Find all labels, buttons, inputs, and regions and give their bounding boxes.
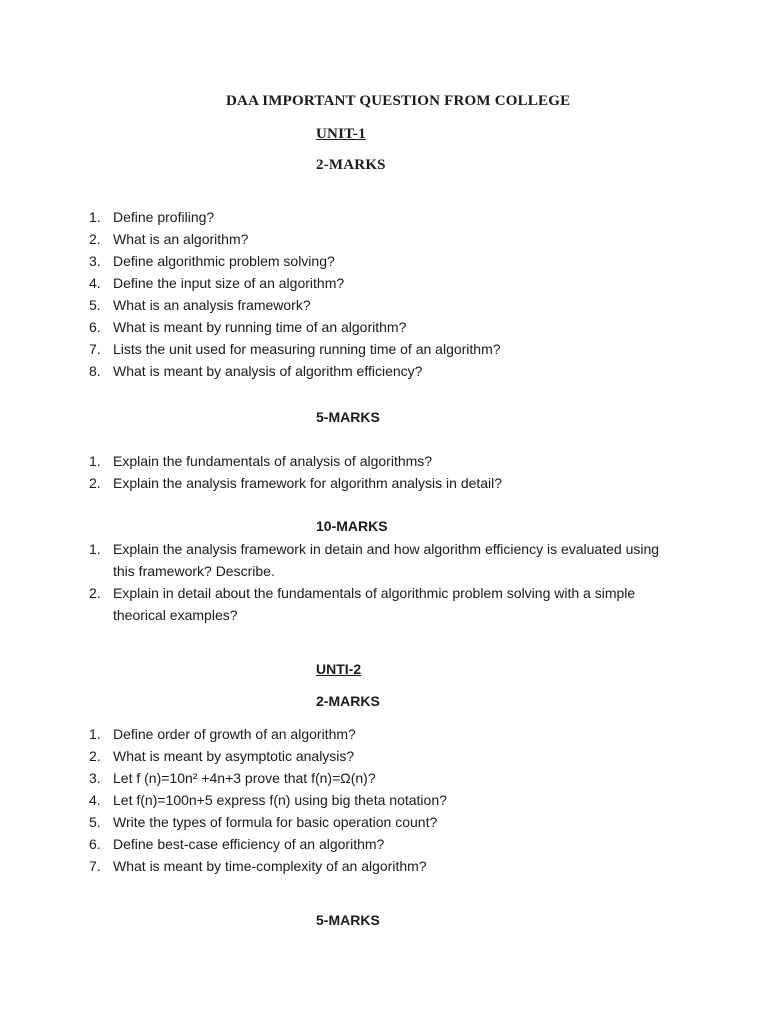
item-number: 2. bbox=[89, 231, 101, 247]
unit1-10marks-list bbox=[0, 538, 683, 626]
unit1-10marks-heading: 10-MARKS bbox=[316, 518, 388, 534]
list-item bbox=[0, 228, 683, 250]
list-item bbox=[0, 855, 683, 877]
list-item bbox=[0, 272, 683, 294]
list-item bbox=[0, 316, 683, 338]
list-item bbox=[0, 833, 683, 855]
item-number: 3. bbox=[89, 770, 101, 786]
item-number: 8. bbox=[89, 363, 101, 379]
item-number: 2. bbox=[89, 585, 101, 601]
unit1-2marks-list bbox=[0, 206, 683, 382]
item-number: 1. bbox=[89, 209, 101, 225]
question-text: Explain the analysis framework for algorithm analysis in detail? bbox=[113, 475, 503, 491]
question-text: What is meant by time-complexity of an algorithm? bbox=[113, 858, 427, 874]
item-number: 7. bbox=[89, 858, 101, 874]
item-number: 1. bbox=[89, 453, 101, 469]
unit2-2marks-list bbox=[0, 723, 683, 877]
item-number: 6. bbox=[89, 319, 101, 335]
list-item bbox=[0, 789, 683, 811]
list-item bbox=[0, 745, 683, 767]
list-item bbox=[0, 811, 683, 833]
list-item bbox=[0, 294, 683, 316]
list-item bbox=[0, 450, 683, 472]
question-text: What is meant by analysis of algorithm efficiency? bbox=[113, 363, 423, 379]
question-text: Let f(n)=100n+5 express f(n) using big theta notation? bbox=[113, 792, 447, 808]
list-item bbox=[0, 472, 683, 494]
question-text: Define algorithmic problem solving? bbox=[113, 253, 335, 269]
item-number: 6. bbox=[89, 836, 101, 852]
question-text: Explain in detail about the fundamentals of algorithmic problem solving with a simple theorical examples? bbox=[113, 585, 636, 623]
item-number: 4. bbox=[89, 792, 101, 808]
item-number: 1. bbox=[89, 541, 101, 557]
unit1-5marks-heading: 5-MARKS bbox=[316, 409, 380, 425]
question-text: What is meant by asymptotic analysis? bbox=[113, 748, 355, 764]
list-item bbox=[0, 767, 683, 789]
unit2-2marks-heading: 2-MARKS bbox=[316, 693, 380, 709]
question-text: What is an analysis framework? bbox=[113, 297, 311, 313]
item-number: 5. bbox=[89, 814, 101, 830]
unit2-title: UNTI-2 bbox=[316, 661, 362, 677]
item-number: 1. bbox=[89, 726, 101, 742]
item-number: 2. bbox=[89, 748, 101, 764]
question-text: Explain the fundamentals of analysis of algorithms? bbox=[113, 453, 433, 469]
unit1-title: UNIT-1 bbox=[316, 126, 366, 142]
unit2-5marks-heading: 5-MARKS bbox=[316, 912, 380, 928]
question-text: What is meant by running time of an algorithm? bbox=[113, 319, 407, 335]
list-item bbox=[0, 538, 683, 582]
list-item bbox=[0, 250, 683, 272]
question-text: Write the types of formula for basic operation count? bbox=[113, 814, 438, 830]
item-number: 2. bbox=[89, 475, 101, 491]
list-item bbox=[0, 206, 683, 228]
item-number: 7. bbox=[89, 341, 101, 357]
document-title: DAA IMPORTANT QUESTION FROM COLLEGE bbox=[226, 93, 571, 109]
list-item bbox=[0, 360, 683, 382]
question-text: Explain the analysis framework in detain and how algorithm efficiency is evaluated using this framework? Describe. bbox=[113, 541, 660, 579]
question-text: Lists the unit used for measuring running time of an algorithm? bbox=[113, 341, 501, 357]
question-text: Let f (n)=10n² +4n+3 prove that f(n)=Ω(n)? bbox=[113, 770, 376, 786]
item-number: 5. bbox=[89, 297, 101, 313]
list-item bbox=[0, 723, 683, 745]
item-number: 3. bbox=[89, 253, 101, 269]
question-text: Define the input size of an algorithm? bbox=[113, 275, 345, 291]
question-text: Define best-case efficiency of an algorithm? bbox=[113, 836, 385, 852]
list-item bbox=[0, 582, 683, 626]
item-number: 4. bbox=[89, 275, 101, 291]
question-text: Define profiling? bbox=[113, 209, 215, 225]
unit1-5marks-list bbox=[0, 450, 683, 494]
question-text: What is an algorithm? bbox=[113, 231, 249, 247]
question-text: Define order of growth of an algorithm? bbox=[113, 726, 356, 742]
unit1-2marks-heading: 2-MARKS bbox=[316, 157, 386, 173]
list-item bbox=[0, 338, 683, 360]
